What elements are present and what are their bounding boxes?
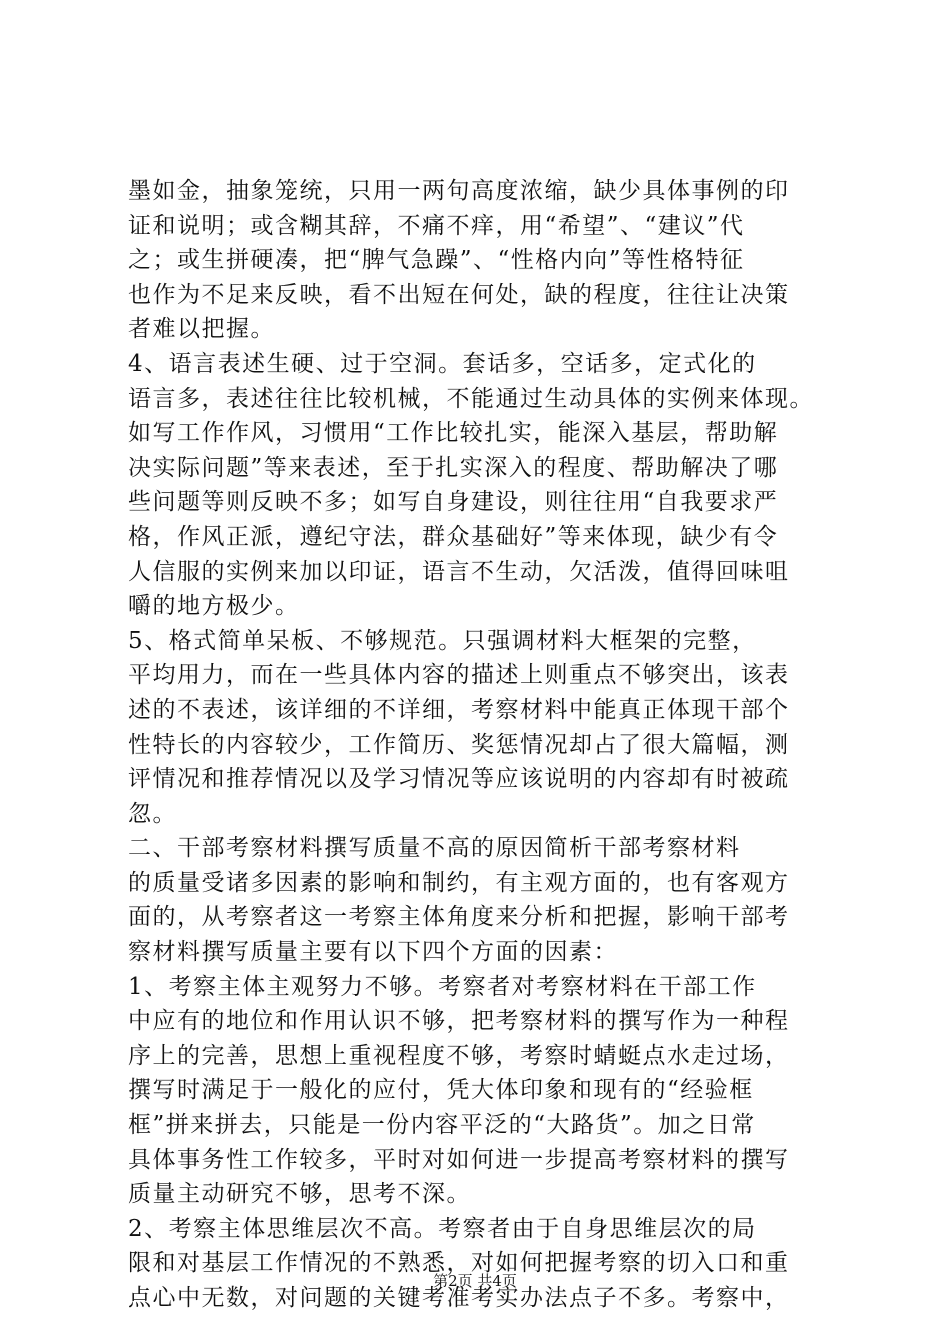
text-line: 质量主动研究不够，思考不深。	[128, 1181, 471, 1208]
text-line: 二、干部考察材料撰写质量不高的原因简析干部考察材料	[128, 835, 741, 862]
text-line: 嚼的地方极少。	[128, 593, 300, 620]
text-line: 墨如金，抽象笼统，只用一两句高度浓缩，缺少具体事例的印	[128, 178, 790, 204]
text-line: 也作为不足来反映，看不出短在何处，缺的程度，往往让决策	[128, 281, 790, 308]
text-line: 者难以把握。	[128, 316, 275, 343]
text-line: 语言多，表述往往比较机械，不能通过生动具体的实例来体现。	[128, 385, 814, 412]
text-line: 点心中无数，对问题的关键考准考实办法点子不多。考察中，	[128, 1285, 790, 1311]
text-line: 之；或生拼硬凑，把“脾气急躁”、“性格内向”等性格特征	[128, 247, 745, 274]
text-line: 些问题等则反映不多；如写自身建设，则往往用“自我要求严	[128, 489, 779, 516]
text-line: 序上的完善，思想上重视程度不够，考察时蜻蜓点水走过场，	[128, 1042, 790, 1069]
text-line: 的质量受诸多因素的影响和制约，有主观方面的，也有客观方	[128, 869, 790, 896]
text-line: 限和对基层工作情况的不熟悉，对如何把握考察的切入口和重	[128, 1250, 790, 1277]
text-line: 2、考察主体思维层次不高。考察者由于自身思维层次的局	[128, 1215, 757, 1242]
text-line: 格，作风正派，遵纪守法，群众基础好”等来体现，缺少有令	[128, 523, 779, 550]
text-line: 平均用力，而在一些具体内容的描述上则重点不够突出，该表	[128, 662, 790, 689]
text-line: 察材料撰写质量主要有以下四个方面的因素：	[128, 939, 618, 966]
document-body	[128, 174, 840, 1316]
text-line: 述的不表述，该详细的不详细，考察材料中能真正体现干部个	[128, 696, 790, 723]
text-line: 中应有的地位和作用认识不够，把考察材料的撰写作为一种程	[128, 1008, 790, 1035]
text-line: 面的，从考察者这一考察主体角度来分析和把握，影响干部考	[128, 904, 790, 931]
text-line: 5、格式简单呆板、不够规范。只强调材料大框架的完整，	[128, 627, 757, 654]
text-line: 撰写时满足于一般化的应付，凭大体印象和现有的“经验框	[128, 1077, 754, 1104]
text-line: 决实际问题”等来表述，至于扎实深入的程度、帮助解决了哪	[128, 454, 779, 481]
page-footer: 第2页 共4页	[433, 1272, 517, 1290]
text-line: 1、考察主体主观努力不够。考察者对考察材料在干部工作	[128, 973, 757, 1000]
text-line: 证和说明；或含糊其辞，不痛不痒，用“希望”、“建议”代	[128, 212, 745, 239]
text-line: 忽。	[128, 800, 177, 827]
text-line: 人信服的实例来加以印证，语言不生动，欠活泼，值得回味咀	[128, 558, 790, 585]
text-line: 框”拼来拼去，只能是一份内容平泛的“大路货”。加之日常	[128, 1112, 756, 1139]
text-line: 如写工作作风，习惯用“工作比较扎实，能深入基层，帮助解	[128, 420, 779, 447]
text-line: 评情况和推荐情况以及学习情况等应该说明的内容却有时被疏	[128, 766, 790, 793]
text-line: 性特长的内容较少，工作简历、奖惩情况却占了很大篇幅，测	[128, 731, 790, 758]
text-line: 4、语言表述生硬、过于空洞。套话多，空话多，定式化的	[128, 350, 757, 377]
text-line: 具体事务性工作较多，平时对如何进一步提高考察材料的撰写	[128, 1146, 790, 1173]
